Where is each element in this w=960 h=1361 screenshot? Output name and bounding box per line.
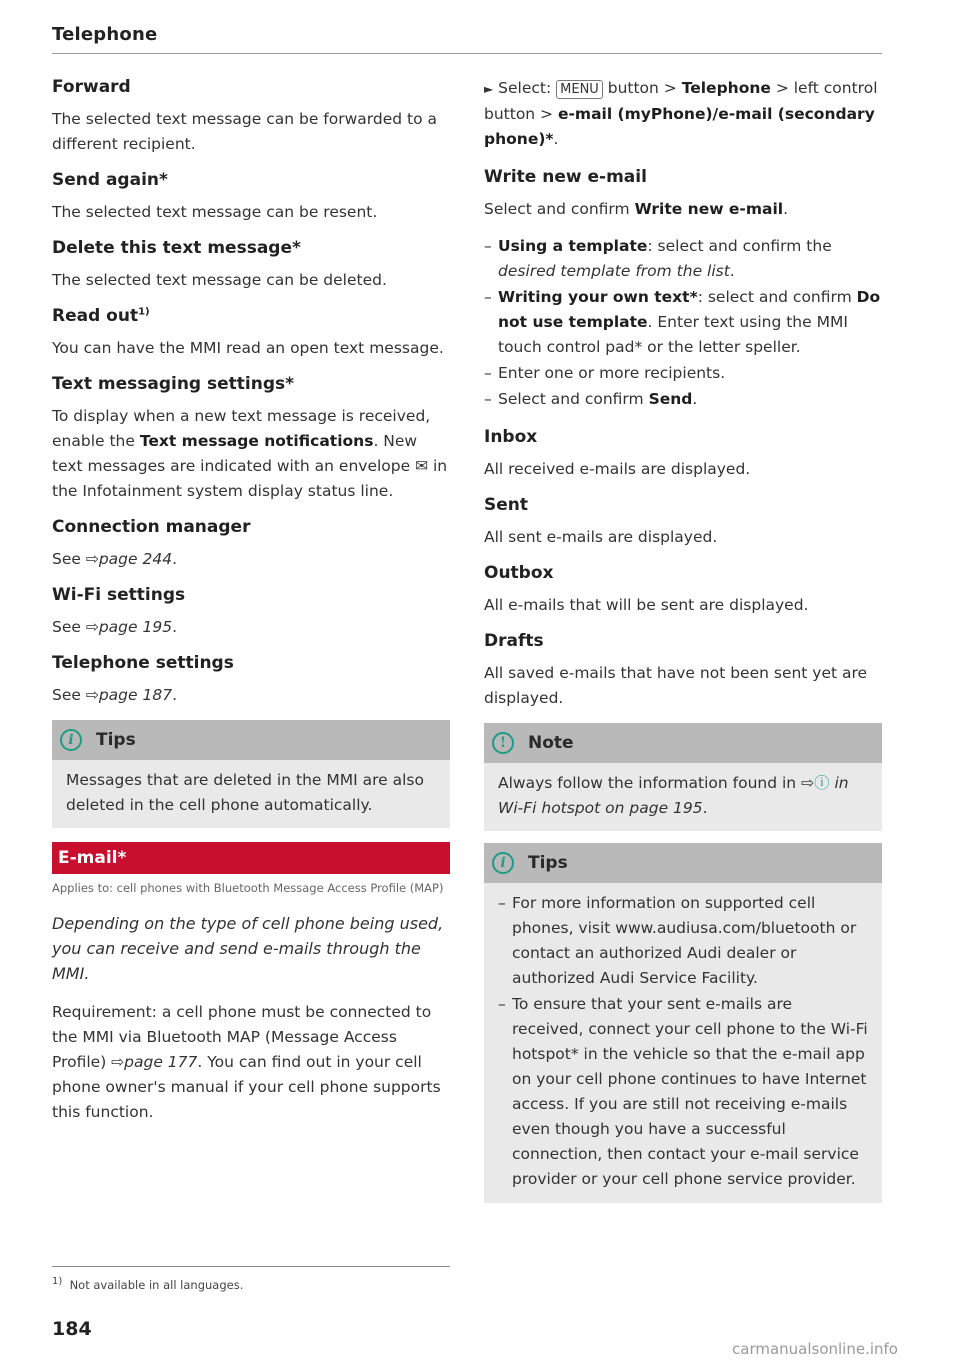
send-label: Send — [648, 390, 693, 408]
email-requirement — [52, 1000, 450, 1125]
telephone-settings-section — [52, 652, 450, 708]
page-link[interactable]: page 244 — [98, 550, 173, 568]
footnote-text: Not available in all languages. — [69, 1278, 244, 1292]
email-label: e-mail (myPhone)/e-mail (secondary phone)* — [484, 105, 875, 148]
bullet-icon: ► — [484, 82, 494, 96]
text-segment: . — [172, 686, 178, 704]
delete-heading: Delete this text message* — [52, 238, 301, 258]
text-segment: To display when a new text message is received, enable the — [52, 407, 431, 450]
note-ref-icon: ⓘ — [814, 774, 830, 792]
write-label: Write new e-mail — [634, 200, 784, 218]
forward-heading: Forward — [52, 77, 131, 97]
text-segment: Select: — [493, 79, 557, 97]
arrow-icon: ⇨ — [85, 550, 99, 568]
text-segment: button > — [602, 79, 682, 97]
see-label: See — [52, 618, 86, 636]
text-segment: . — [172, 550, 178, 568]
tips-box — [52, 720, 450, 828]
text-segment: Select and confirm — [484, 200, 635, 218]
send-again-text: The selected text message can be resent. — [52, 203, 378, 221]
outbox-heading: Outbox — [484, 563, 554, 583]
text-segment: . — [553, 130, 559, 148]
wifi-heading: Wi-Fi settings — [52, 585, 186, 605]
connection-section — [52, 516, 450, 572]
connection-ref — [52, 547, 450, 572]
send-again-heading: Send again* — [52, 170, 168, 190]
tips-list — [498, 891, 868, 1192]
menu-key: MENU — [556, 80, 603, 99]
arrow-icon: ⇨ — [801, 774, 815, 792]
list-item — [484, 361, 882, 386]
text-segment: . You can find out in your cell phone owner's manual if your cell phone supports this function. — [52, 1053, 441, 1121]
text-settings-section — [52, 373, 450, 504]
text-segment: in the Infotainment system display status line. — [52, 457, 448, 500]
note-box — [484, 723, 882, 831]
inbox-heading: Inbox — [484, 427, 538, 447]
footnote-divider — [52, 1266, 450, 1267]
list-item — [484, 234, 882, 284]
drafts-section — [484, 630, 882, 711]
email-intro: Depending on the type of cell phone being used, you can receive and send e-mails through the MMI. — [52, 914, 444, 983]
text-segment: > left control button > — [484, 79, 878, 123]
info-icon: i — [60, 729, 82, 751]
text-segment: . — [729, 262, 735, 280]
own-text-label: Writing your own text* — [498, 288, 698, 306]
text-segment: . New text messages are indicated with an envelope — [52, 432, 418, 475]
note-header — [484, 723, 882, 763]
text-segment: : select and confirm the — [647, 237, 832, 255]
text-segment: . Enter text using the MMI touch control pad* or the letter speller. — [498, 313, 848, 356]
note-text — [484, 763, 882, 831]
read-out-heading-text: Read out — [52, 306, 139, 326]
write-steps — [484, 234, 882, 412]
sent-section — [484, 494, 882, 550]
read-out-heading — [52, 305, 450, 327]
footnote-marker: 1) — [52, 1276, 63, 1288]
text-segment: Always follow the information found in — [498, 774, 802, 792]
tips-body — [484, 883, 882, 1203]
see-label: See — [52, 550, 86, 568]
inbox-text: All received e-mails are displayed. — [484, 460, 751, 478]
forward-section — [52, 76, 450, 157]
watermark: carmanualsonline.info — [732, 1340, 898, 1358]
text-segment: . — [692, 390, 698, 408]
text-segment: desired template from the list — [498, 262, 730, 280]
warning-icon: ! — [492, 732, 514, 754]
outbox-section — [484, 562, 882, 618]
note-title: Note — [528, 733, 574, 753]
write-text — [484, 197, 882, 222]
telephone-settings-ref — [52, 683, 450, 708]
drafts-heading: Drafts — [484, 631, 544, 651]
tips-title: Tips — [96, 730, 136, 750]
text-segment: . — [172, 618, 178, 636]
page-link[interactable]: page 177 — [124, 1053, 198, 1071]
text-segment: Requirement: a cell phone must be connected to the MMI via Bluetooth MAP (Message Access Profile) — [52, 1003, 432, 1071]
delete-section — [52, 237, 450, 293]
arrow-icon: ⇨ — [85, 686, 99, 704]
list-item — [484, 387, 882, 412]
tips-box-right — [484, 843, 882, 1203]
arrow-icon: ⇨ — [85, 618, 99, 636]
inbox-section — [484, 426, 882, 482]
page-link[interactable]: page 187 — [98, 686, 173, 704]
write-heading: Write new e-mail — [484, 167, 647, 187]
send-again-section — [52, 169, 450, 225]
wifi-ref — [52, 615, 450, 640]
text-settings-heading: Text messaging settings* — [52, 374, 295, 394]
read-out-section — [52, 305, 450, 361]
select-instruction — [484, 76, 882, 152]
info-icon: i — [492, 852, 514, 874]
text-segment: . — [783, 200, 789, 218]
footnote-marker: 1) — [138, 306, 150, 318]
footnote — [52, 1278, 243, 1292]
connection-heading: Connection manager — [52, 517, 251, 537]
write-section — [484, 166, 882, 412]
left-column — [52, 76, 450, 1137]
see-label: See — [52, 686, 86, 704]
tips-header — [484, 843, 882, 883]
page-number: 184 — [52, 1318, 92, 1340]
forward-text: The selected text message can be forwarded to a different recipient. — [52, 110, 438, 153]
tips-text: Messages that are deleted in the MMI are also deleted in the cell phone automatically. — [66, 771, 424, 814]
delete-text: The selected text message can be deleted. — [52, 271, 387, 289]
sent-heading: Sent — [484, 495, 529, 515]
telephone-settings-heading: Telephone settings — [52, 653, 234, 673]
text-segment: Select and confirm — [498, 390, 649, 408]
section-header: Telephone — [52, 24, 882, 54]
tips-header — [52, 720, 450, 760]
list-item: – To ensure that your sent e-mails are received, connect your cell phone to the Wi-Fi hotspot* in the vehicle so that the e-mail app on your cell phone continues to have Internet access. If you are still not receiving e-mails even though you have a successful connection, then contact your e-mail service provider or your cell phone service provider. — [498, 992, 868, 1192]
text-settings-text — [52, 404, 450, 504]
page-link[interactable]: in Wi-Fi hotspot on page 195 — [498, 774, 849, 817]
arrow-icon: ⇨ — [111, 1053, 125, 1071]
tips-title: Tips — [528, 853, 568, 873]
applies-to: Applies to: cell phones with Bluetooth Message Access Profile (MAP) — [52, 881, 444, 895]
right-column — [484, 76, 882, 1215]
page-link[interactable]: page 195 — [98, 618, 173, 636]
read-out-text: You can have the MMI read an open text message. — [52, 339, 444, 357]
list-item: – For more information on supported cell phones, visit www.audiusa.com/bluetooth or contact an authorized Audi dealer or authorized Audi Service Facility. — [498, 891, 868, 991]
email-heading: E-mail* — [52, 842, 450, 874]
sent-text: All sent e-mails are displayed. — [484, 528, 718, 546]
telephone-label: Telephone — [681, 79, 771, 97]
outbox-text: All e-mails that will be sent are displayed. — [484, 596, 809, 614]
drafts-text: All saved e-mails that have not been sent yet are displayed. — [484, 664, 868, 707]
notifications-label: Text message notifications — [139, 432, 374, 450]
text-segment: . — [702, 799, 708, 817]
text-segment: : select and confirm — [697, 288, 857, 306]
text-segment: Enter one or more recipients. — [498, 364, 726, 382]
no-template-label: Do not use template — [498, 288, 881, 331]
template-label: Using a template — [498, 237, 648, 255]
envelope-icon: ✉ — [415, 457, 429, 475]
wifi-section — [52, 584, 450, 640]
list-item — [484, 285, 882, 360]
